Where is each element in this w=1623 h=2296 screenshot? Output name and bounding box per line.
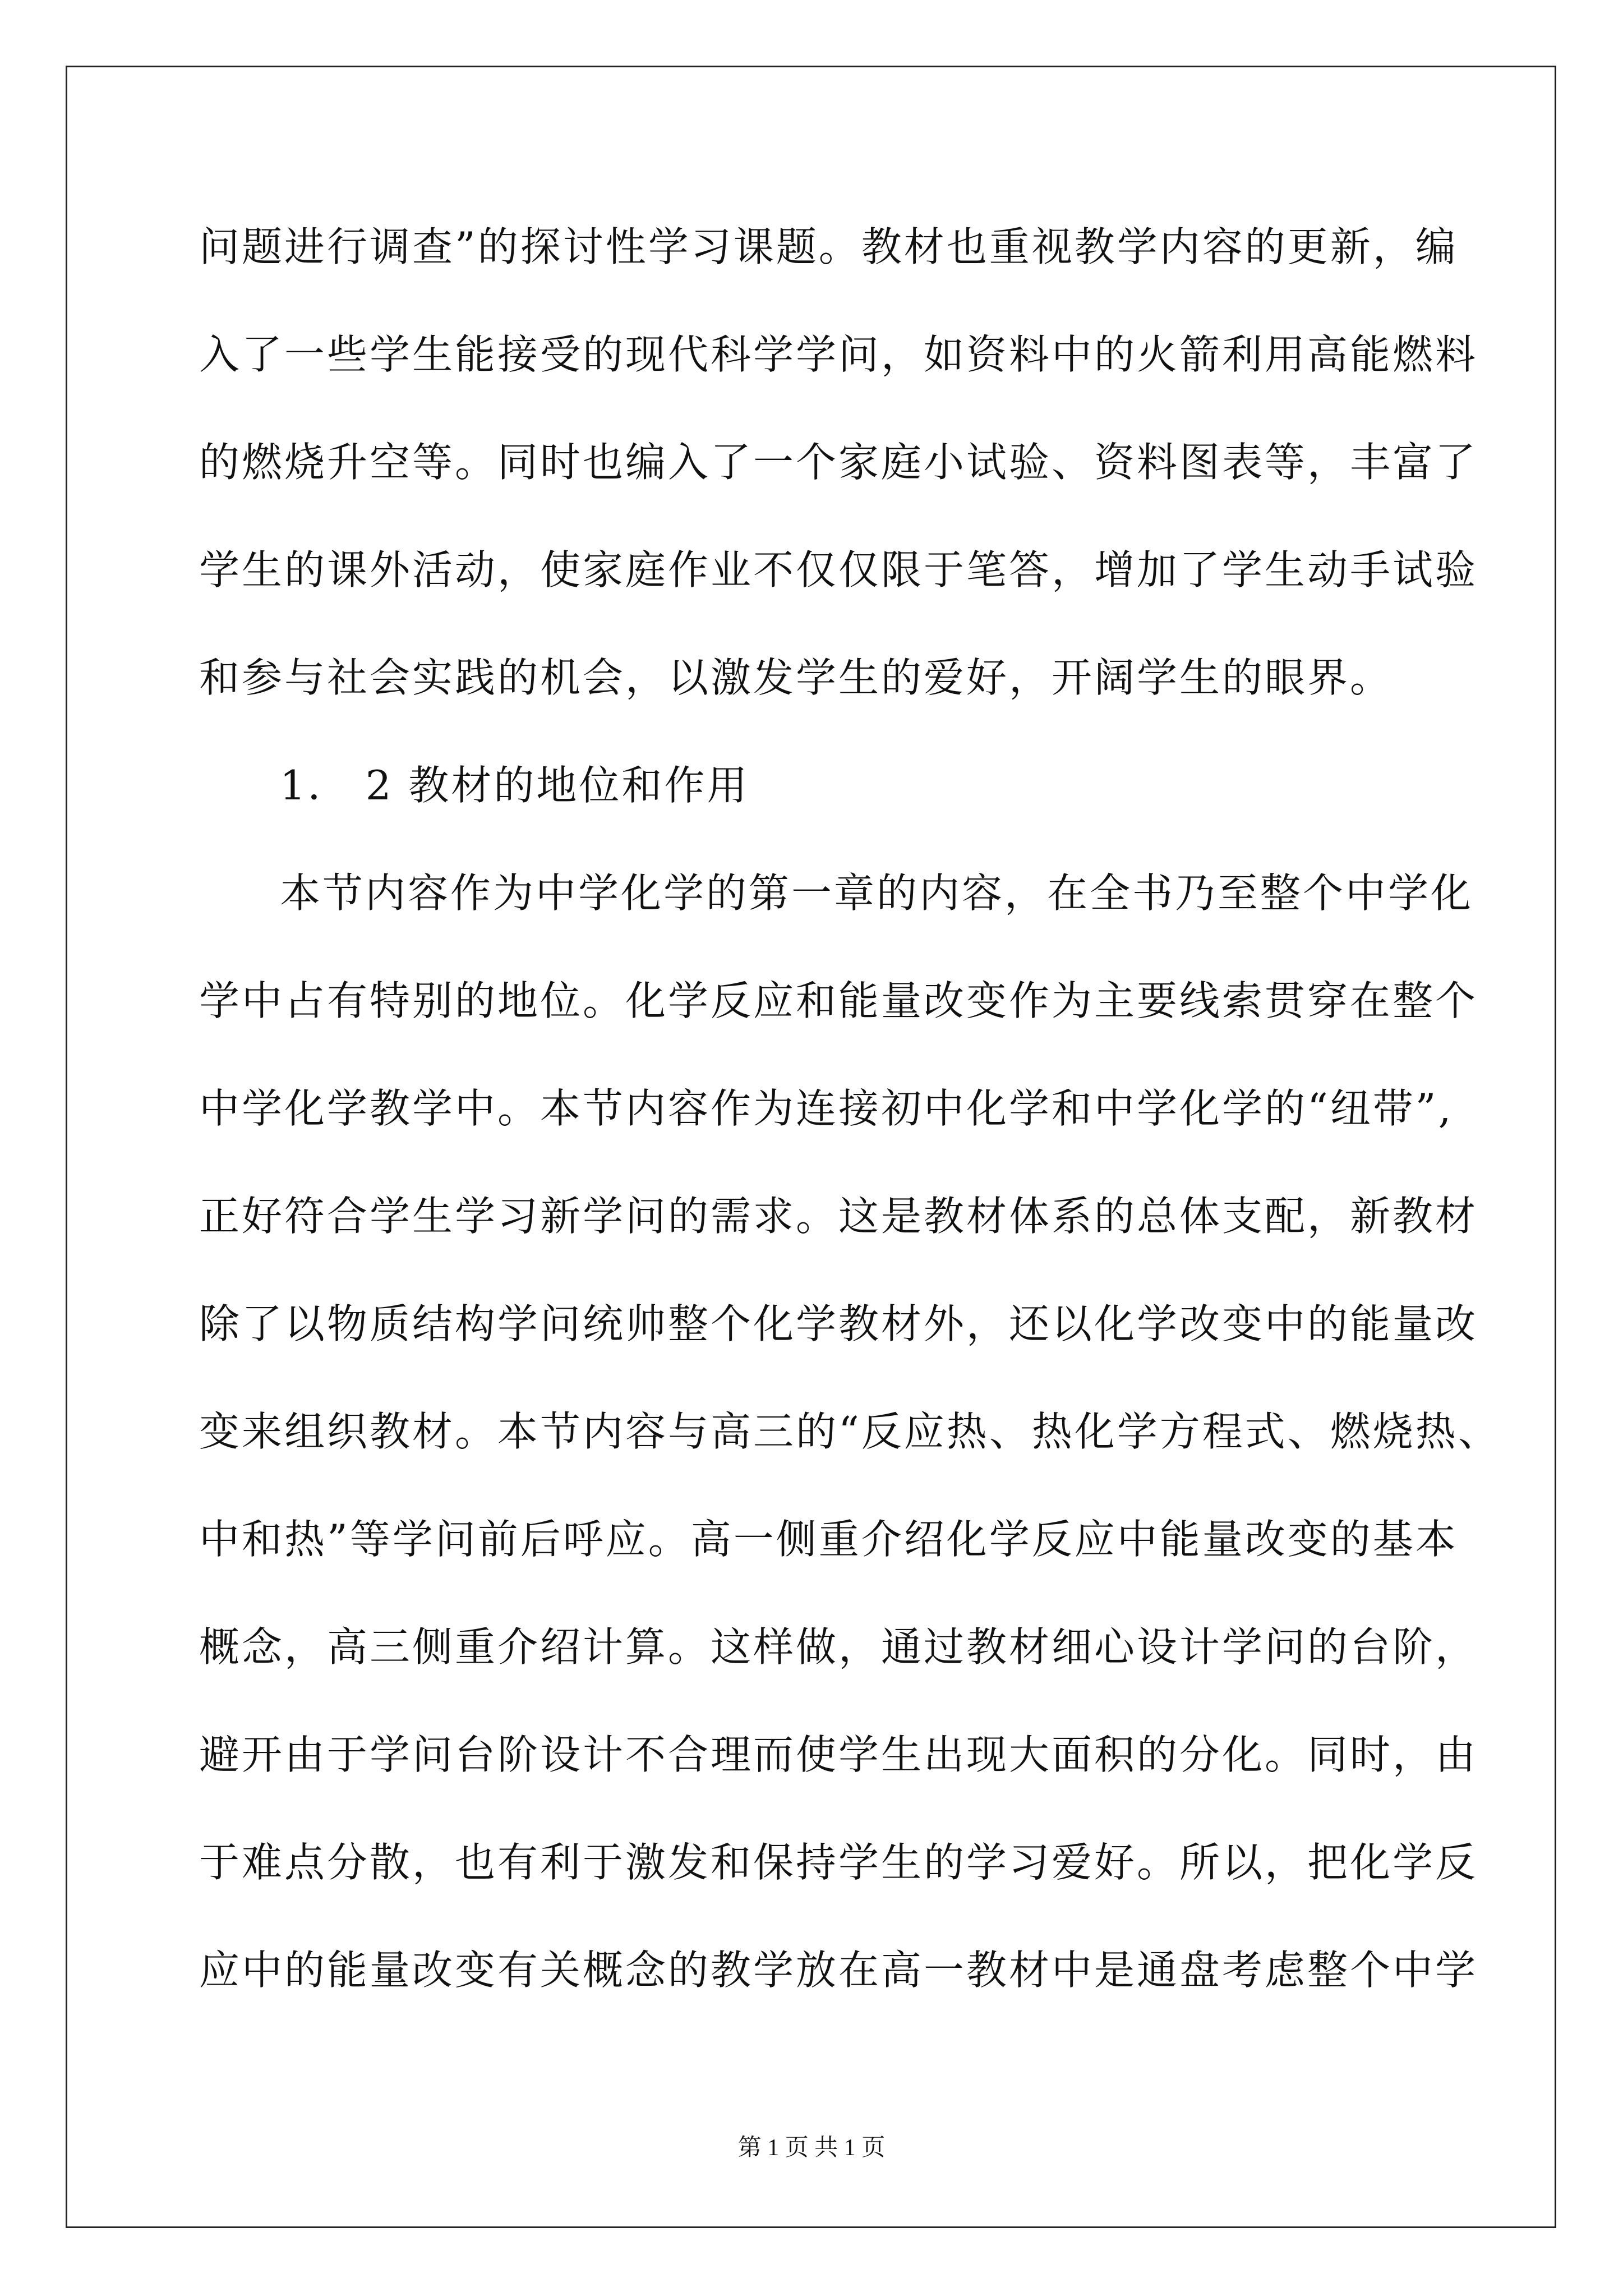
section-heading: 1． 2 教材的地位和作用 — [280, 762, 750, 809]
page-number-footer: 第 1 页 共 1 页 — [737, 2135, 886, 2161]
text-line: 学生的课外活动，使家庭作业不仅仅限于笔答，增加了学生动手试验 — [199, 546, 1478, 593]
text-line: 问题进行调查”的探讨性学习课题。教材也重视教学内容的更新，编 — [199, 223, 1458, 270]
text-line: 的燃烧升空等。同时也编入了一个家庭小试验、资料图表等，丰富了 — [199, 439, 1478, 486]
paragraph-first-line: 本节内容作为中学化学的第一章的内容，在全书乃至整个中学化 — [280, 869, 1474, 917]
text-line: 应中的能量改变有关概念的教学放在高一教材中是通盘考虑整个中学 — [199, 1947, 1478, 1994]
text-line: 入了一些学生能接受的现代科学学问，如资料中的火箭利用高能燃料 — [199, 331, 1478, 378]
text-line: 和参与社会实践的机会，以激发学生的爱好，开阔学生的眼界。 — [199, 654, 1393, 701]
text-line: 变来组织教材。本节内容与高三的“反应热、热化学方程式、燃烧热、 — [199, 1408, 1501, 1455]
text-line: 正好符合学生学习新学问的需求。这是教材体系的总体支配，新教材 — [199, 1193, 1478, 1240]
text-line: 学中占有特别的地位。化学反应和能量改变作为主要线索贯穿在整个 — [199, 977, 1478, 1024]
text-line: 中学化学教学中。本节内容作为连接初中化学和中学化学的“纽带”, — [199, 1085, 1454, 1132]
text-line: 避开由于学问台阶设计不合理而使学生出现大面积的分化。同时，由 — [199, 1731, 1478, 1778]
text-line: 中和热”等学问前后呼应。高一侧重介绍化学反应中能量改变的基本 — [199, 1516, 1458, 1563]
text-line: 除了以物质结构学问统帅整个化学教材外，还以化学改变中的能量改 — [199, 1300, 1478, 1347]
text-line: 概念，高三侧重介绍计算。这样做，通过教材细心设计学问的台阶， — [199, 1623, 1478, 1671]
document-body — [199, 216, 1501, 2047]
text-line: 于难点分散，也有利于激发和保持学生的学习爱好。所以，把化学反 — [199, 1839, 1478, 1886]
